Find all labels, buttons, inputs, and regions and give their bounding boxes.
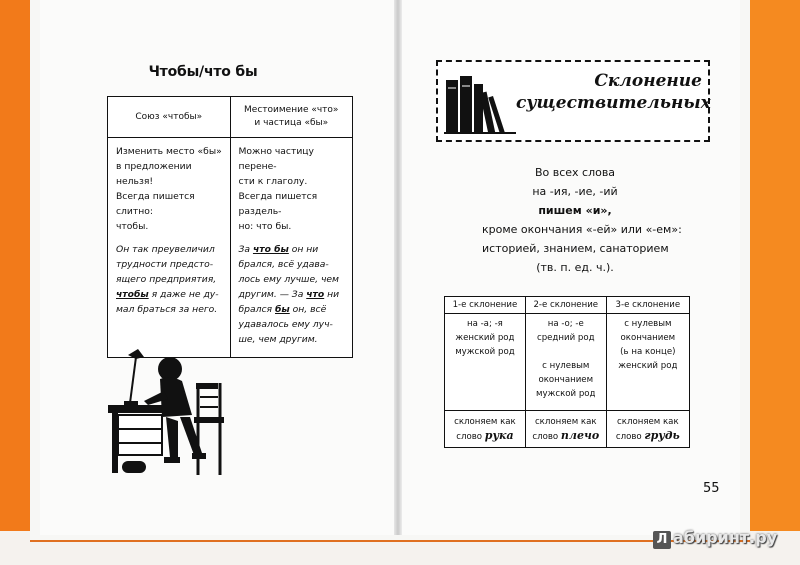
declension-2-example: склоняем как слово плечо bbox=[525, 411, 606, 448]
header-declension-2: 2-е склонение bbox=[525, 297, 606, 314]
pronoun-rule-cell: Можно частицу перене- сти к глаголу. Всегда пишется раздель- но: что бы. За что бы он ни брался, всё удава- лось ему лучше, чем другим. — За что ни брался бы он, всё удавалось ему луч- ше, чем другим. bbox=[230, 138, 353, 358]
declension-1-rule: на -а; -я женский род мужской род bbox=[445, 314, 526, 411]
conjunction-rule-cell: Изменить место «бы» в предложении нельзя! Всегда пишется слитно: чтобы. Он так преувеличил трудности предсто- ящего предприятия, чтобы я даже не ду- мал браться за него. bbox=[108, 138, 231, 358]
declension-1-example: склоняем как слово рука bbox=[445, 411, 526, 448]
section-banner bbox=[436, 60, 710, 142]
books-icon bbox=[444, 74, 516, 134]
table-header-conjunction: Союз «чтобы» bbox=[108, 97, 231, 138]
student-at-desk-illustration bbox=[108, 345, 226, 477]
header-declension-1: 1-е склонение bbox=[445, 297, 526, 314]
page-title-chtoby: Чтобы/что бы bbox=[148, 64, 258, 80]
table-header-pronoun: Местоимение «что» и частица «бы» bbox=[230, 97, 353, 138]
header-declension-3: 3-е склонение bbox=[606, 297, 689, 314]
section-title: Склонение существительных bbox=[516, 71, 711, 113]
orange-background-right bbox=[742, 0, 800, 565]
declension-2-rule: на -о; -е средний род с нулевым окончанием мужской род bbox=[525, 314, 606, 411]
declension-3-rule: с нулевым окончанием (ь на конце) женский род bbox=[606, 314, 689, 411]
labirint-watermark: Л абиринт.ру bbox=[653, 528, 777, 549]
page-number: 55 bbox=[703, 481, 720, 496]
book-gutter bbox=[394, 0, 402, 535]
declension-table bbox=[444, 296, 690, 448]
chtoby-rule-table bbox=[107, 96, 353, 358]
labirint-logo-icon: Л bbox=[653, 531, 671, 549]
spelling-rule-text: Во всех слова на -ия, -ие, -ий пишем «и», кроме окончания «-ей» или «-ем»: историей, знанием, санаторием (тв. п. ед. ч.). bbox=[482, 166, 682, 274]
declension-3-example: склоняем как слово грудь bbox=[606, 411, 689, 448]
